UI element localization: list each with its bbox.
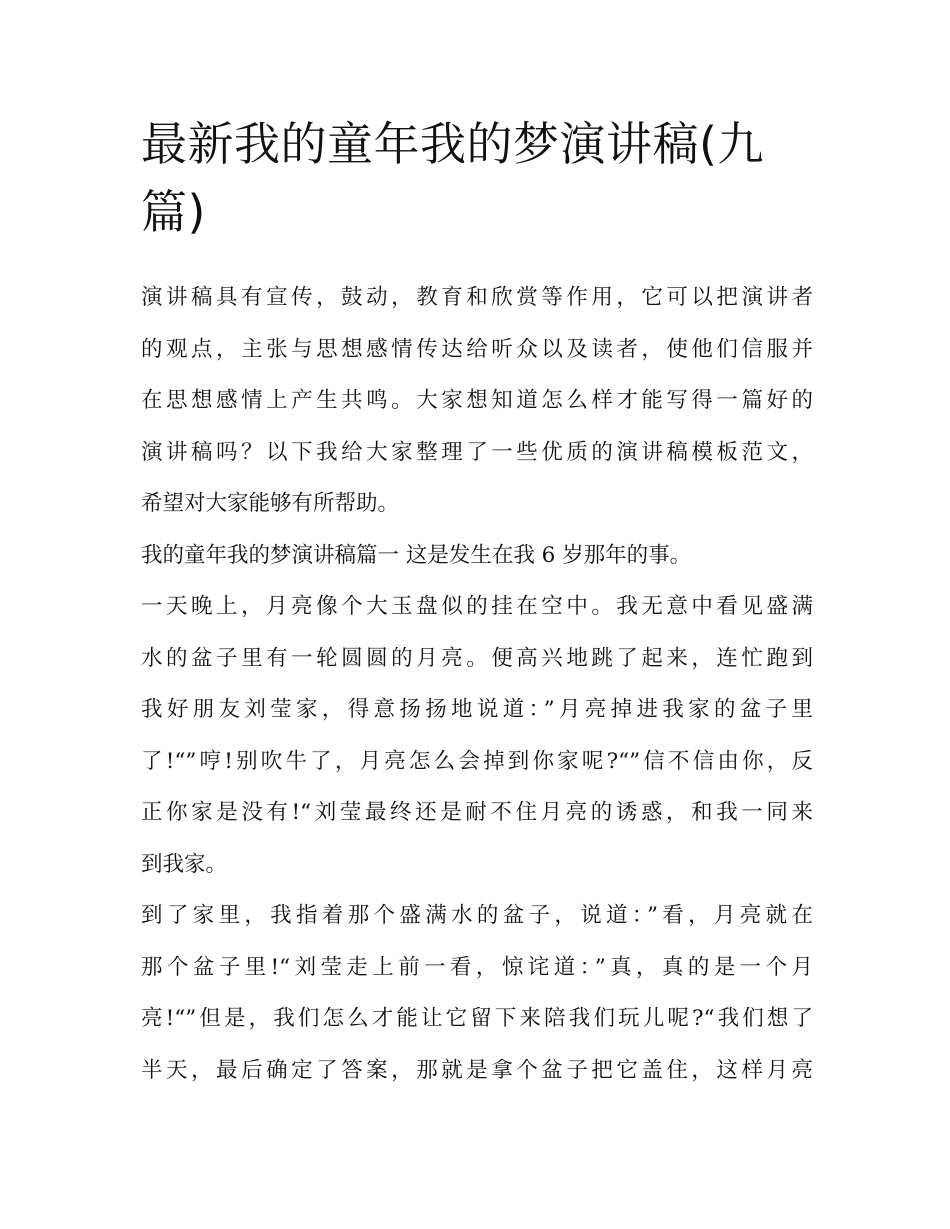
text-line: 希望对大家能够有所帮助。 (141, 491, 400, 516)
text-line: 到了家里，我指着那个盛满水的盆子，说道：”看，月亮就在 (141, 903, 813, 928)
text-line: 一天晚上，月亮像个大玉盘似的挂在空中。我无意中看见盛满 (141, 594, 813, 619)
text-line: 我好朋友刘莹家，得意扬扬地说道：”月亮掉进我家的盆子里 (141, 697, 813, 722)
text-line: 到我家。 (141, 851, 228, 877)
text-line: 那个盆子里!“刘莹走上前一看，惊诧道：”真，真的是一个月 (141, 954, 813, 980)
text-line: 我的童年我的梦演讲稿篇一 这是发生在我 6 岁那年的事。 (141, 542, 692, 568)
text-line: 了!“”哼!别吹牛了，月亮怎么会掉到你家呢?“”信不信由你，反 (141, 748, 813, 774)
text-line: 在思想感情上产生共鸣。大家想知道怎么样才能写得一篇好的 (141, 388, 813, 413)
text-line: 的观点，主张与思想感情传达给听众以及读者，使他们信服并 (141, 336, 813, 362)
text-line: 水的盆子里有一轮圆圆的月亮。便高兴地跳了起来，连忙跑到 (141, 645, 813, 671)
document-title (141, 110, 813, 246)
title-line: 最新我的童年我的梦演讲稿(九 (141, 117, 764, 171)
text-line: 演讲稿吗？以下我给大家整理了一些优质的演讲稿模板范文， (141, 439, 813, 465)
title-line: 篇) (141, 185, 206, 239)
text-line: 演讲稿具有宣传，鼓动，教育和欣赏等作用，它可以把演讲者 (141, 285, 813, 310)
document-content (141, 110, 813, 1096)
text-line: 亮!“”但是，我们怎么才能让它留下来陪我们玩儿呢?“我们想了 (141, 1006, 813, 1031)
document-body (141, 272, 813, 1096)
text-line: 正你家是没有!“刘莹最终还是耐不住月亮的诱惑，和我一同来 (141, 800, 813, 825)
text-line: 半天，最后确定了答案，那就是拿个盆子把它盖住，这样月亮 (141, 1057, 813, 1083)
